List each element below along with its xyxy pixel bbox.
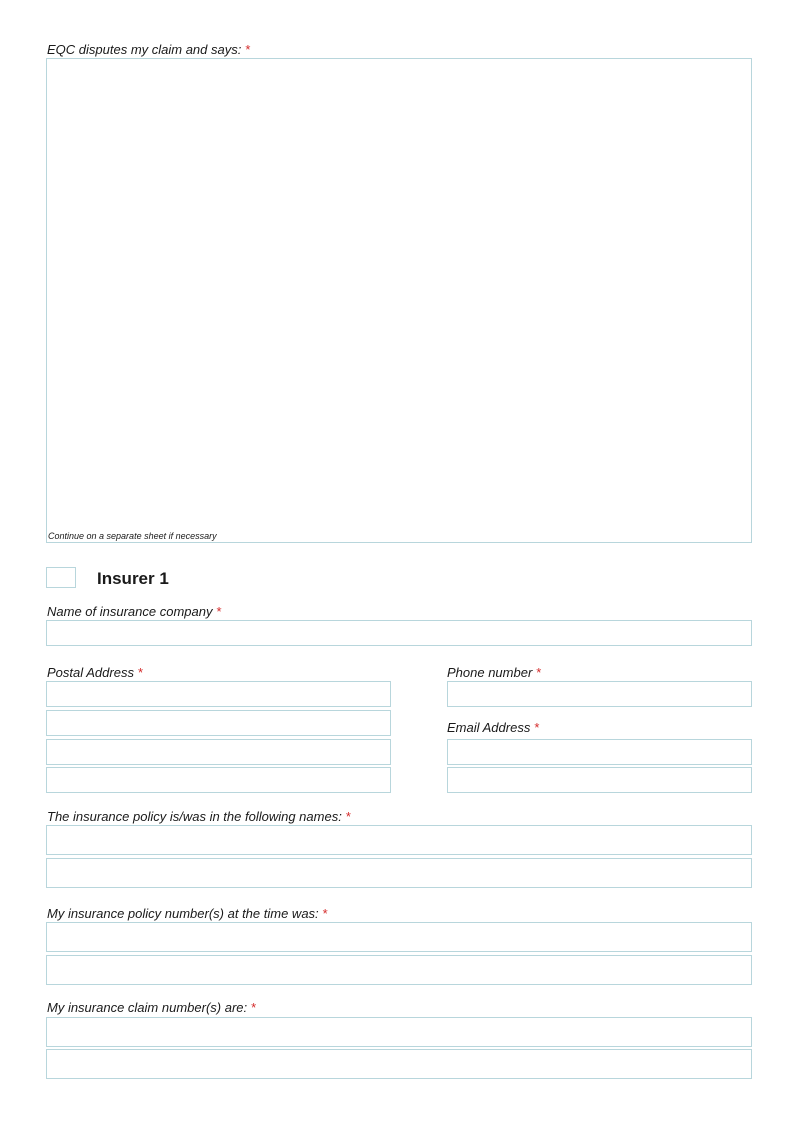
dispute-label [47, 42, 250, 58]
phone-input[interactable] [447, 681, 752, 707]
company-input[interactable] [46, 620, 752, 646]
email-input-line-1[interactable] [447, 739, 752, 765]
required-marker: * [216, 604, 222, 619]
continue-note: Continue on a separate sheet if necessary [48, 531, 217, 541]
company-label [47, 604, 222, 620]
claim-number-label [47, 1000, 256, 1016]
policy-number-input-1[interactable] [46, 922, 752, 952]
policy-names-label [47, 809, 351, 825]
required-marker: * [251, 1000, 257, 1015]
postal-input-line-4[interactable] [46, 767, 391, 793]
policy-names-label-text: The insurance policy is/was in the following names: [47, 809, 342, 824]
policy-names-input-2[interactable] [46, 858, 752, 888]
required-marker: * [137, 665, 144, 680]
postal-label-text: Postal Address [47, 665, 134, 680]
insurer-1-checkbox[interactable] [46, 567, 76, 588]
required-marker: * [245, 42, 251, 57]
dispute-label-text: EQC disputes my claim and says: [47, 42, 242, 57]
claim-number-input-1[interactable] [46, 1017, 752, 1047]
required-marker: * [322, 906, 328, 921]
claim-number-label-text: My insurance claim number(s) are: [47, 1000, 248, 1015]
postal-label [47, 665, 143, 681]
required-marker: * [534, 720, 540, 735]
required-marker: * [345, 809, 351, 824]
required-marker: * [536, 665, 542, 680]
policy-number-label [47, 906, 328, 922]
policy-number-label-text: My insurance policy number(s) at the time was: [47, 906, 319, 921]
postal-input-line-1[interactable] [46, 681, 391, 707]
policy-number-input-2[interactable] [46, 955, 752, 985]
email-input-line-2[interactable] [447, 767, 752, 793]
phone-label [447, 665, 541, 681]
policy-names-input-1[interactable] [46, 825, 752, 855]
company-label-text: Name of insurance company [47, 604, 213, 619]
insurer-heading: Insurer 1 [97, 569, 169, 588]
postal-input-line-2[interactable] [46, 710, 391, 736]
dispute-textarea[interactable] [46, 58, 752, 543]
email-label [447, 720, 539, 736]
phone-label-text: Phone number [447, 665, 533, 680]
email-label-text: Email Address [447, 720, 531, 735]
claim-number-input-2[interactable] [46, 1049, 752, 1079]
postal-input-line-3[interactable] [46, 739, 391, 765]
